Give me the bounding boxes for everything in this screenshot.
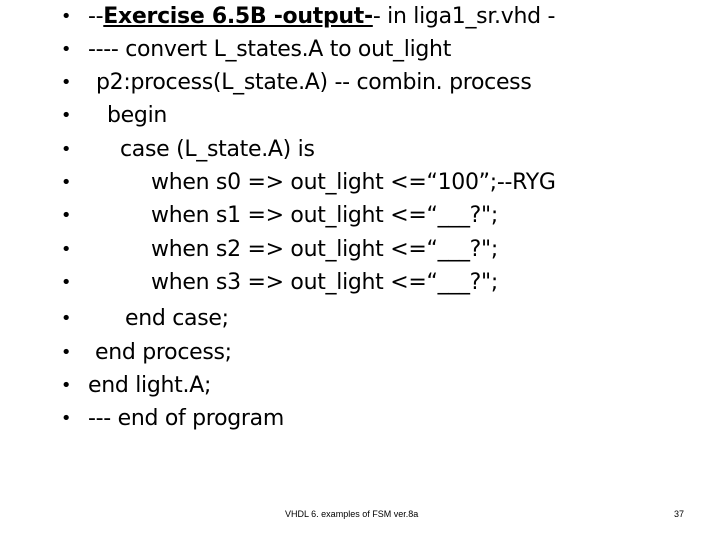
code-line-text: case (L_state.A) is	[120, 137, 315, 162]
bullet: •	[60, 205, 72, 226]
code-line-text: when s1 => out_light <=“___?";	[151, 203, 498, 228]
bullet: •	[60, 272, 72, 293]
code-line-9	[60, 266, 498, 299]
code-line-10	[60, 302, 229, 335]
bullet: •	[60, 105, 72, 126]
code-line-4	[60, 99, 168, 132]
code-line-text	[88, 0, 555, 33]
code-line-text: begin	[107, 103, 168, 128]
bullet: •	[60, 6, 72, 27]
line-suffix: - in liga1_sr.vhd -	[372, 4, 556, 29]
code-line-text: p2:process(L_state.A) -- combin. process	[96, 70, 532, 95]
line-prefix: --	[88, 4, 104, 29]
code-line-text: end process;	[95, 340, 232, 365]
footer-text: VHDL 6. examples of FSM ver.8a	[285, 509, 419, 519]
page-number: 37	[673, 509, 684, 519]
code-line-text: end light.A;	[88, 373, 212, 398]
code-line-12	[60, 369, 212, 402]
exercise-title: Exercise 6.5B -output-	[103, 4, 373, 29]
code-line-11	[60, 336, 232, 369]
code-line-8	[60, 233, 498, 266]
bullet: •	[60, 308, 72, 329]
code-line-text: when s0 => out_light <=“100”;--RYG	[151, 170, 556, 195]
code-line-2	[60, 33, 452, 66]
code-line-text: when s2 => out_light <=“___?";	[151, 237, 498, 262]
code-line-text: ---- convert L_states.A to out_light	[88, 37, 452, 62]
bullet: •	[60, 72, 72, 93]
bullet: •	[60, 375, 72, 396]
bullet: •	[60, 39, 72, 60]
bullet: •	[60, 239, 72, 260]
code-line-1	[60, 0, 556, 33]
bullet: •	[60, 172, 72, 193]
code-line-5	[60, 133, 315, 166]
bullet: •	[60, 408, 72, 429]
code-line-6	[60, 166, 556, 199]
code-line-text: when s3 => out_light <=“___?";	[151, 270, 498, 295]
bullet: •	[60, 139, 72, 160]
code-line-3	[60, 66, 532, 99]
code-line-text: --- end of program	[88, 406, 284, 431]
bullet: •	[60, 342, 72, 363]
code-line-13	[60, 402, 284, 435]
code-line-text: end case;	[125, 306, 229, 331]
code-line-7	[60, 199, 498, 232]
